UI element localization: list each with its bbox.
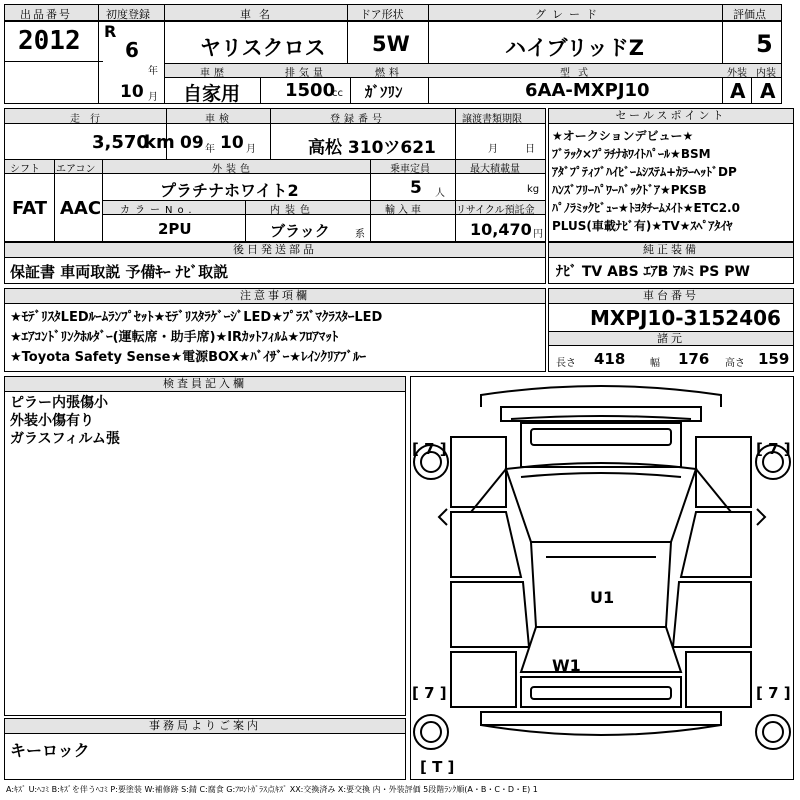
length-value: 418 bbox=[594, 350, 626, 368]
office-value: キーロック bbox=[10, 741, 90, 760]
displacement: 1500 bbox=[285, 80, 336, 101]
score: 5 bbox=[756, 30, 773, 58]
notes-list bbox=[10, 308, 542, 368]
chassis-header: 車台番号 bbox=[549, 289, 793, 304]
notes-header: 注意事項欄 bbox=[5, 289, 545, 304]
inspector-line: ピラー内張傷小 bbox=[10, 395, 108, 411]
insp-year-unit: 年 bbox=[205, 144, 215, 155]
notes-line: ★Toyota Safety Sense★電源BOX★ﾊﾞｲｻﾞｰ★ﾚｲﾝｸﾘｱﾌﾞﾙｰ bbox=[10, 350, 366, 365]
label-capacity: 乗車定員 bbox=[390, 164, 430, 175]
label-recycle: リサイクル預託金 bbox=[456, 205, 535, 216]
int-color-suffix: 系 bbox=[355, 229, 365, 240]
recycle-fee: 10,470 bbox=[470, 220, 532, 239]
sales-point-line: PLUS(車載ﾅﾋﾞ有)★TV★ｽﾍﾟｱﾀｲﾔ bbox=[552, 219, 733, 233]
later-parts-value: 保証書 車両取説 予備ｷｰ ﾅﾋﾞ取説 bbox=[10, 263, 229, 281]
cc-unit: cc bbox=[332, 88, 343, 99]
label-plate: 登録番号 bbox=[330, 114, 386, 125]
label-fuel: 燃料 bbox=[375, 68, 403, 79]
interior-color: ブラック bbox=[270, 222, 330, 240]
sales-point-line: ﾌﾞﾗｯｸ×ﾌﾟﾗﾁﾅﾎﾜｲﾄﾊﾟｰﾙ★BSM bbox=[552, 147, 711, 161]
label-inspection: 車検 bbox=[205, 114, 233, 125]
inspector-line: 外装小傷有り bbox=[10, 413, 94, 429]
inspection-year: 09 bbox=[180, 133, 204, 153]
era: R bbox=[104, 22, 117, 41]
damage-mark-u1: U1 bbox=[590, 588, 615, 607]
inspector-line: ガラスフィルム張 bbox=[10, 431, 120, 447]
label-lot-no: 出品番号 bbox=[20, 8, 72, 21]
fuel: ｶﾞｿﾘﾝ bbox=[365, 83, 403, 101]
reg-month: 10 bbox=[120, 82, 144, 102]
transfer-day: 日 bbox=[525, 144, 535, 155]
label-int-color: 内装色 bbox=[270, 205, 315, 216]
notes-line: ★ｴｱｺﾝﾄﾞﾘﾝｸﾎﾙﾀﾞｰ(運転席・助手席)★IRｶｯﾄﾌｨﾙﾑ★ﾌﾛｱﾏｯﾄ bbox=[10, 330, 339, 345]
label-ac: エアコン bbox=[56, 164, 96, 175]
height-value: 159 bbox=[758, 350, 790, 368]
label-color-no: カラーNo. bbox=[120, 205, 197, 216]
label-first-reg: 初度登録 bbox=[106, 8, 150, 21]
yen-unit: 円 bbox=[533, 229, 543, 240]
lot-number: 2012 bbox=[18, 26, 81, 56]
interior-grade: A bbox=[760, 79, 776, 103]
height-label: 高さ bbox=[725, 358, 745, 369]
air-conditioner: AAC bbox=[60, 198, 102, 219]
label-shift: シフト bbox=[10, 164, 40, 175]
dims-header: 諸元 bbox=[549, 331, 793, 346]
tire-rear-left: [ 7 ] bbox=[412, 684, 447, 702]
notes-line: ★ﾓﾃﾞﾘｽﾀLEDﾙｰﾑﾗﾝﾌﾟｾｯﾄ★ﾓﾃﾞﾘｽﾀﾗｹﾞｰｼﾞLED★ﾌﾟﾗｽﾞﾏｸﾗｽﾀｰLED bbox=[10, 310, 383, 325]
transfer-month: 月 bbox=[488, 144, 498, 155]
year-unit: 年 bbox=[148, 66, 158, 77]
label-score: 評価点 bbox=[733, 8, 766, 21]
color-number: 2PU bbox=[158, 220, 192, 238]
kg-unit: kg bbox=[527, 184, 540, 195]
tire-front-right: [ 7 ] bbox=[756, 440, 791, 458]
grade: ハイブリッドZ bbox=[505, 36, 644, 60]
equipment-value: ﾅﾋﾞ TV ABS ｴｱB ｱﾙﾐ PS PW bbox=[556, 264, 750, 280]
label-max-load: 最大積載量 bbox=[470, 164, 520, 175]
capacity-unit: 人 bbox=[435, 188, 445, 199]
reg-year: 6 bbox=[125, 38, 139, 62]
sales-point-line: ﾊﾝｽﾞﾌﾘｰﾊﾟﾜｰﾊﾞｯｸﾄﾞｱ★PKSB bbox=[552, 183, 707, 197]
tire-rear-right: [ 7 ] bbox=[756, 684, 791, 702]
exterior-color: プラチナホワイト2 bbox=[160, 181, 299, 200]
tire-front-left: [ 7 ] bbox=[412, 440, 447, 458]
damage-mark-w1: W1 bbox=[552, 656, 581, 675]
sales-point-line: ﾊﾟﾉﾗﾐｯｸﾋﾞｭｰ★ﾄﾖﾀﾁｰﾑﾒｲﾄ★ETC2.0 bbox=[552, 201, 740, 215]
legend: A:ｷｽﾞ U:ﾍｺﾐ B:ｷｽﾞを伴うﾍｺﾐ P:要塗装 W:補修跡 S:錆 C:腐食 G:ﾌﾛﾝﾄｶﾞﾗｽ点ｷｽﾞ XX:交換済み X:要交換 内・外装評価 5段階ﾗﾝｸ順(A・B・C・D・E) 1 bbox=[6, 785, 538, 794]
label-interior: 内装 bbox=[756, 68, 776, 79]
plate-number: 高松 310ツ621 bbox=[308, 138, 436, 158]
sales-point-line: ｱﾀﾞﾌﾟﾃｨﾌﾞﾊｲﾋﾞｰﾑｼｽﾃﾑ+ｶﾗｰﾍｯﾄﾞDP bbox=[552, 165, 737, 179]
door-type: 5W bbox=[372, 32, 410, 56]
width-label: 幅 bbox=[650, 358, 660, 369]
exterior-grade: A bbox=[730, 79, 746, 103]
label-grade: グレード bbox=[535, 8, 603, 21]
insp-month-unit: 月 bbox=[246, 144, 256, 155]
km-unit: km bbox=[144, 132, 175, 153]
label-history: 車歴 bbox=[200, 68, 228, 79]
sales-point-line: ★オークションデビュー★ bbox=[552, 129, 694, 143]
inspector-notes bbox=[10, 394, 400, 448]
chassis-number: MXPJ10-3152406 bbox=[590, 306, 781, 330]
label-displacement: 排気量 bbox=[285, 68, 327, 79]
inspection-month: 10 bbox=[220, 133, 244, 153]
equipment-header: 純正装備 bbox=[549, 243, 793, 258]
model-code: 6AA-MXPJ10 bbox=[525, 80, 650, 101]
car-diagram bbox=[411, 377, 793, 779]
mileage: 3,570 bbox=[92, 132, 149, 153]
width-value: 176 bbox=[678, 350, 710, 368]
label-transfer: 譲渡書類期限 bbox=[462, 114, 522, 125]
capacity: 5 bbox=[410, 178, 422, 198]
inspector-header: 検査員記入欄 bbox=[5, 377, 405, 392]
sales-point-list bbox=[552, 127, 792, 235]
label-car-name: 車名 bbox=[240, 8, 278, 21]
label-mileage: 走行 bbox=[70, 114, 110, 125]
spare-tire: [ T ] bbox=[420, 758, 455, 776]
month-unit: 月 bbox=[148, 92, 158, 103]
label-model: 型式 bbox=[560, 68, 596, 79]
shift: FAT bbox=[12, 198, 48, 219]
label-exterior: 外装 bbox=[727, 68, 747, 79]
later-parts-header: 後日発送部品 bbox=[5, 243, 545, 258]
label-door: ドア形状 bbox=[360, 8, 404, 21]
history: 自家用 bbox=[183, 83, 241, 105]
car-name: ヤリスクロス bbox=[200, 36, 326, 60]
office-header: 事務局よりご案内 bbox=[5, 719, 405, 734]
length-label: 長さ bbox=[556, 358, 576, 369]
sales-point-header: セールスポイント bbox=[549, 109, 793, 124]
label-ext-color: 外装色 bbox=[212, 164, 254, 175]
label-import: 輸入車 bbox=[385, 205, 424, 216]
